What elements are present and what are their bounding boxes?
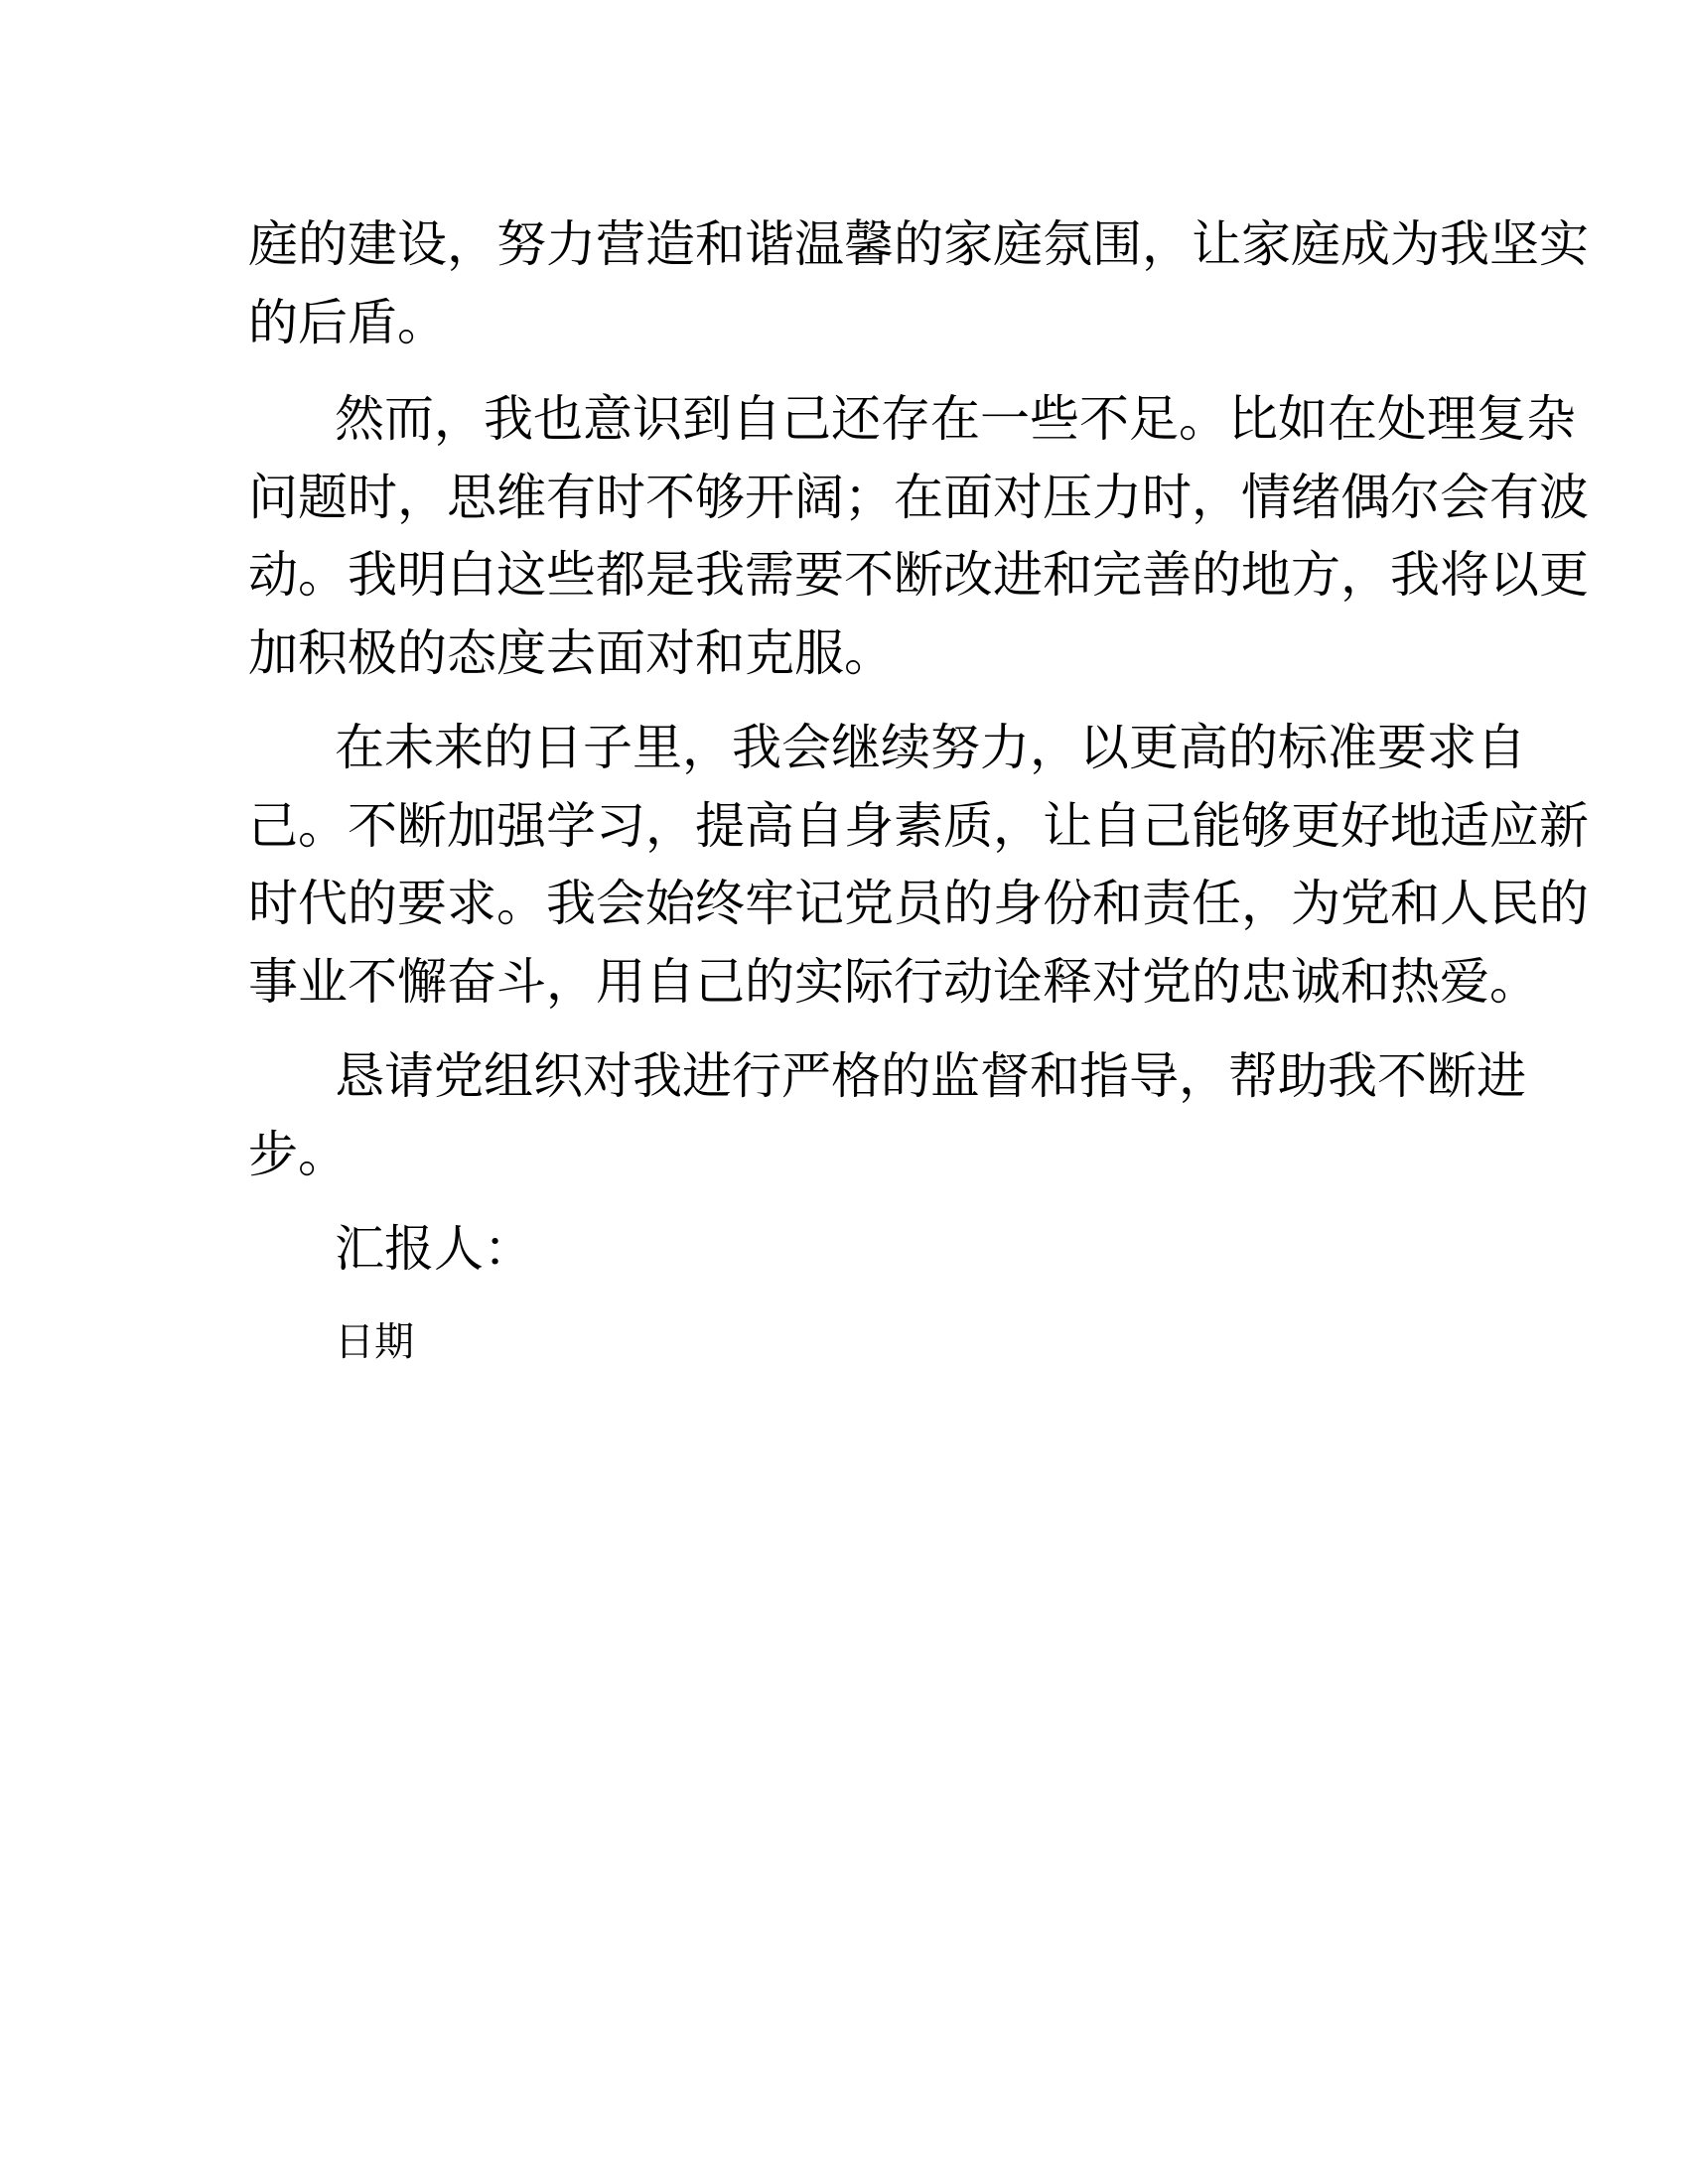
paragraph-line: 的后盾。 xyxy=(248,294,447,351)
paragraph-line: 庭的建设，努力营造和谐温馨的家庭氛围，让家庭成为我坚实 xyxy=(248,215,1589,273)
paragraph-line: 然而，我也意识到自己还存在一些不足。比如在处理复杂 xyxy=(335,390,1576,448)
paragraph-line: 己。不断加强学习，提高自身素质，让自己能够更好地适应新 xyxy=(248,797,1589,855)
paragraph-line: 事业不懈奋斗，用自己的实际行动诠释对党的忠诚和热爱。 xyxy=(248,953,1539,1011)
paragraph-line: 步。 xyxy=(248,1126,348,1183)
paragraph-line: 在未来的日子里，我会继续努力，以更高的标准要求自 xyxy=(335,719,1526,776)
paragraph-line: 恳请党组织对我进行严格的监督和指导，帮助我不断进 xyxy=(335,1047,1526,1105)
paragraph-line: 动。我明白这些都是我需要不断改进和完善的地方，我将以更 xyxy=(248,546,1589,604)
paragraph-line: 加积极的态度去面对和克服。 xyxy=(248,624,894,682)
paragraph-line: 问题时，思维有时不够开阔；在面对压力时，情绪偶尔会有波 xyxy=(248,469,1589,526)
reporter-label: 汇报人： xyxy=(335,1220,533,1278)
paragraph-line: 时代的要求。我会始终牢记党员的身份和责任，为党和人民的 xyxy=(248,875,1589,932)
date-label: 日期 xyxy=(335,1319,414,1365)
